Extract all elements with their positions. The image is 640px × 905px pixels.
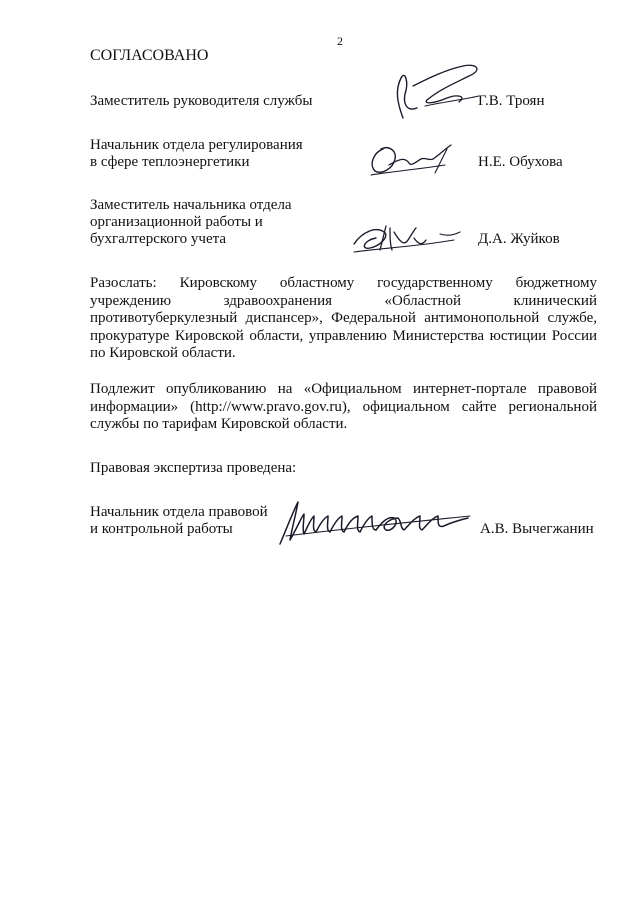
signatory-1-position: Заместитель руководителя службы — [90, 93, 313, 109]
approval-heading: СОГЛАСОВАНО — [90, 47, 209, 64]
signatory-3-name: Д.А. Жуйков — [478, 231, 560, 247]
page-number: 2 — [337, 34, 343, 48]
signatory-2-position-line-1: Начальник отдела регулирования — [90, 137, 303, 153]
publication-paragraph — [90, 381, 597, 434]
legal-signatory-position-line-2: и контрольной работы — [90, 521, 233, 537]
signature-troyan — [383, 56, 493, 126]
distribution-line: по Кировской области. — [90, 345, 236, 362]
distribution-line: прокуратуре Кировской области, управлению Министерства юстиции России — [90, 327, 597, 344]
legal-signatory-name: А.В. Вычегжанин — [480, 521, 594, 537]
publication-line: информации» (http://www.pravo.gov.ru), официальном сайте региональной — [90, 398, 597, 415]
legal-check-statement: Правовая экспертиза проведена: — [90, 460, 297, 476]
signature-obukhova — [365, 135, 465, 180]
signatory-2-position-line-2: в сфере теплоэнергетики — [90, 154, 250, 170]
signatory-1-name: Г.В. Троян — [478, 93, 545, 109]
signatory-2-name: Н.Е. Обухова — [478, 154, 563, 170]
signature-vychegzhanin — [272, 496, 477, 548]
signatory-3-position-line-3: бухгалтерского учета — [90, 231, 227, 247]
legal-signatory-position-line-1: Начальник отдела правовой — [90, 504, 268, 520]
distribution-line: Разослать: Кировскому областному государственному бюджетному — [90, 275, 597, 291]
signatory-3-position-line-2: организационной работы и — [90, 214, 263, 230]
signature-zhuykov — [350, 218, 470, 258]
signatory-3-position-line-1: Заместитель начальника отдела — [90, 197, 292, 213]
publication-line: Подлежит опубликованию на «Официальном интернет-портале правовой — [90, 381, 597, 397]
distribution-line: противотуберкулезный диспансер», Федеральной антимонопольной службе, — [90, 310, 597, 327]
publication-line: службы по тарифам Кировской области. — [90, 416, 348, 433]
distribution-line: учреждению здравоохранения «Областной клинический — [90, 292, 597, 309]
distribution-paragraph — [90, 275, 597, 363]
